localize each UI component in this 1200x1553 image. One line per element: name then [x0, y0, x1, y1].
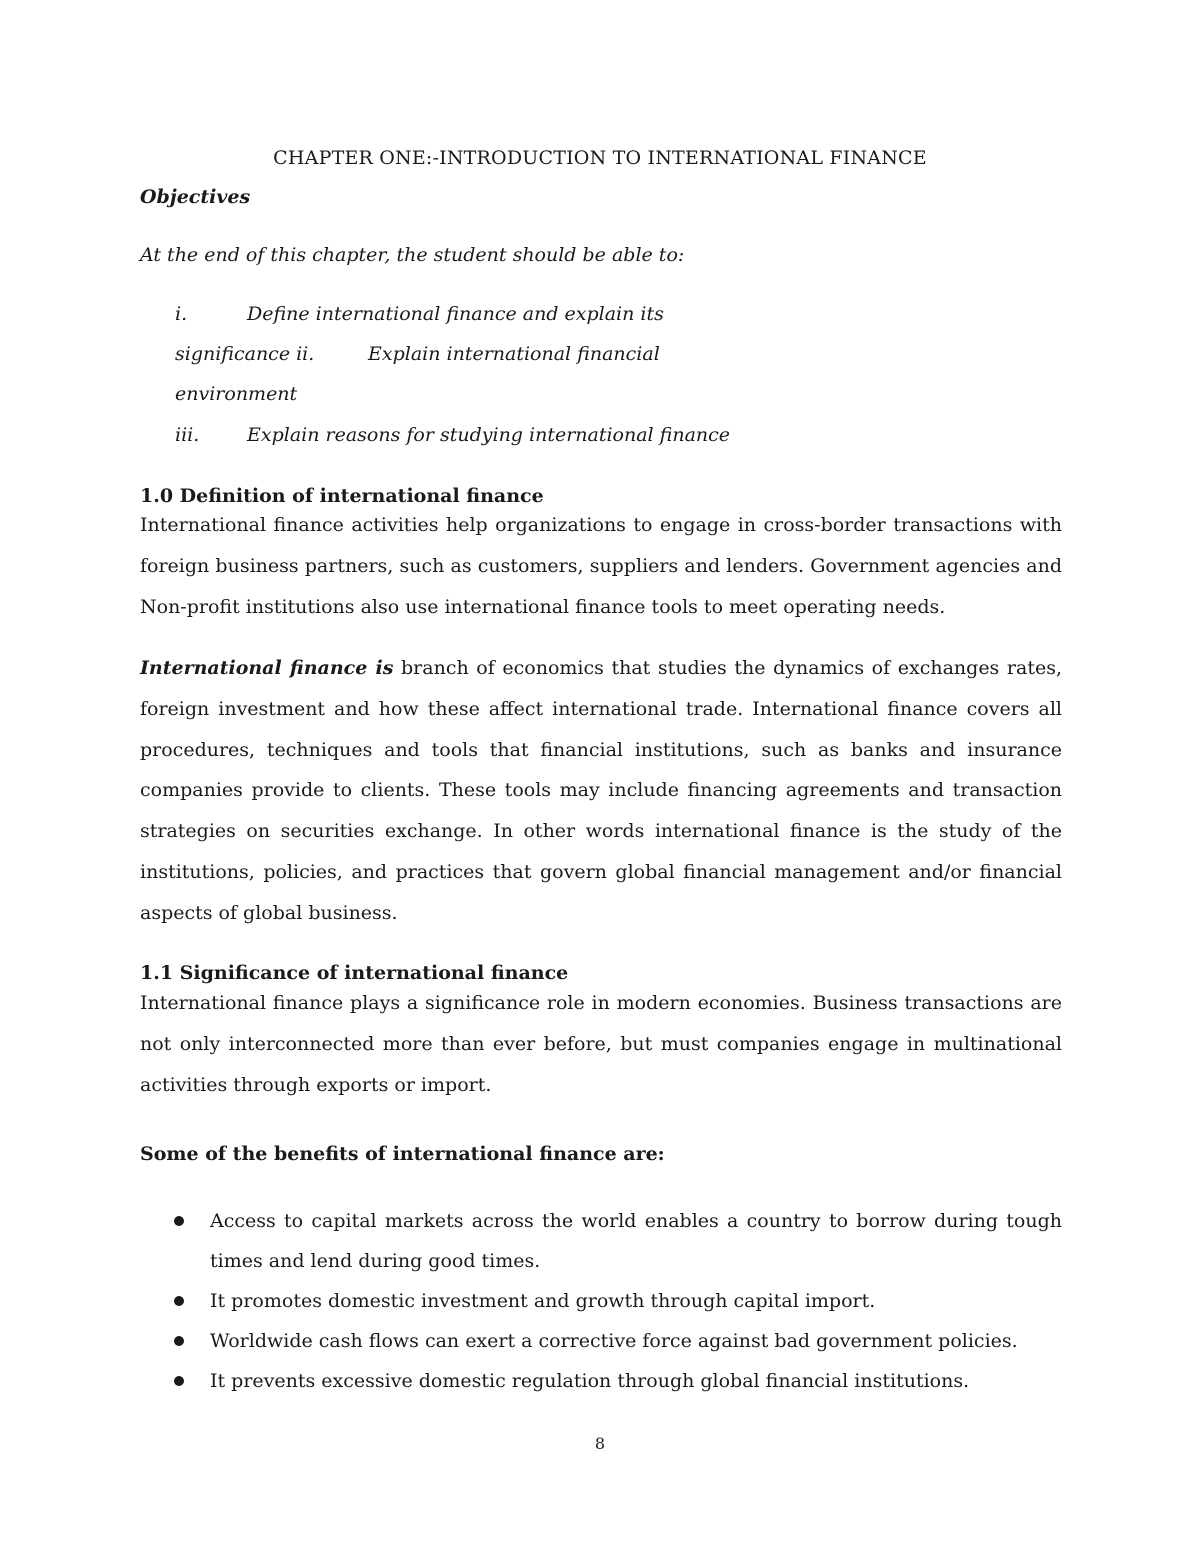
- list-item: [140, 1201, 1062, 1281]
- definition-term: International finance is: [140, 657, 394, 679]
- bullet-icon: [174, 1296, 184, 1306]
- list-item: [140, 1321, 1062, 1361]
- section-heading-definition: 1.0 Definition of international finance: [140, 485, 544, 507]
- definition-text: branch of economics that studies the dynamics of exchanges rates, foreign investment and how these affect international trade. International finance covers all procedures, techniques and tools that financial institutions, such as banks and insurance companies provide to clients. These tools may include financing agreements and transaction strategies on securities exchange. In other words international finance is the study of the institutions, policies, and practices that govern global financial management and/or financial aspects of global business.: [140, 657, 1062, 924]
- objective-3-number: iii.: [175, 424, 200, 446]
- objective-1-text: Define international finance and explain its: [247, 303, 664, 325]
- section-heading-significance: 1.1 Significance of international finance: [140, 962, 569, 984]
- benefit-text: Worldwide cash flows can exert a corrective force against bad government policies.: [210, 1330, 1018, 1352]
- objective-2-continuation: environment: [175, 383, 298, 405]
- benefit-text: It promotes domestic investment and growth through capital import.: [210, 1290, 876, 1312]
- objective-1-continuation: significance ii.: [175, 343, 315, 365]
- objectives-heading: Objectives: [140, 186, 251, 208]
- list-item: [140, 1361, 1062, 1401]
- international-finance-paragraph: [140, 648, 1062, 934]
- benefits-list: [140, 1201, 1062, 1401]
- objective-1-number: i.: [175, 303, 188, 325]
- significance-paragraph: International finance plays a significance role in modern economies. Business transactions are not only interconnected more than ever before, but must companies engage in multinational activities through exports or import.: [140, 992, 1062, 1096]
- objective-3-text: Explain reasons for studying international finance: [247, 424, 731, 446]
- list-item: [140, 1281, 1062, 1321]
- objective-2-text: Explain international financial: [368, 343, 660, 365]
- benefit-text: Access to capital markets across the world enables a country to borrow during tough times and lend during good times.: [210, 1210, 1062, 1272]
- chapter-title: CHAPTER ONE:-INTRODUCTION TO INTERNATIONAL FINANCE: [273, 147, 927, 169]
- definition-paragraph: International finance activities help organizations to engage in cross-border transactions with foreign business partners, such as customers, suppliers and lenders. Government agencies and Non-profit institutions also use international finance tools to meet operating needs.: [140, 514, 1062, 618]
- bullet-icon: [174, 1376, 184, 1386]
- benefits-heading: Some of the benefits of international finance are:: [140, 1143, 665, 1165]
- bullet-icon: [174, 1216, 184, 1226]
- objectives-intro: At the end of this chapter, the student should be able to:: [140, 244, 685, 266]
- benefit-text: It prevents excessive domestic regulation through global financial institutions.: [210, 1370, 970, 1392]
- page-number: 8: [594, 1434, 606, 1453]
- bullet-icon: [174, 1336, 184, 1346]
